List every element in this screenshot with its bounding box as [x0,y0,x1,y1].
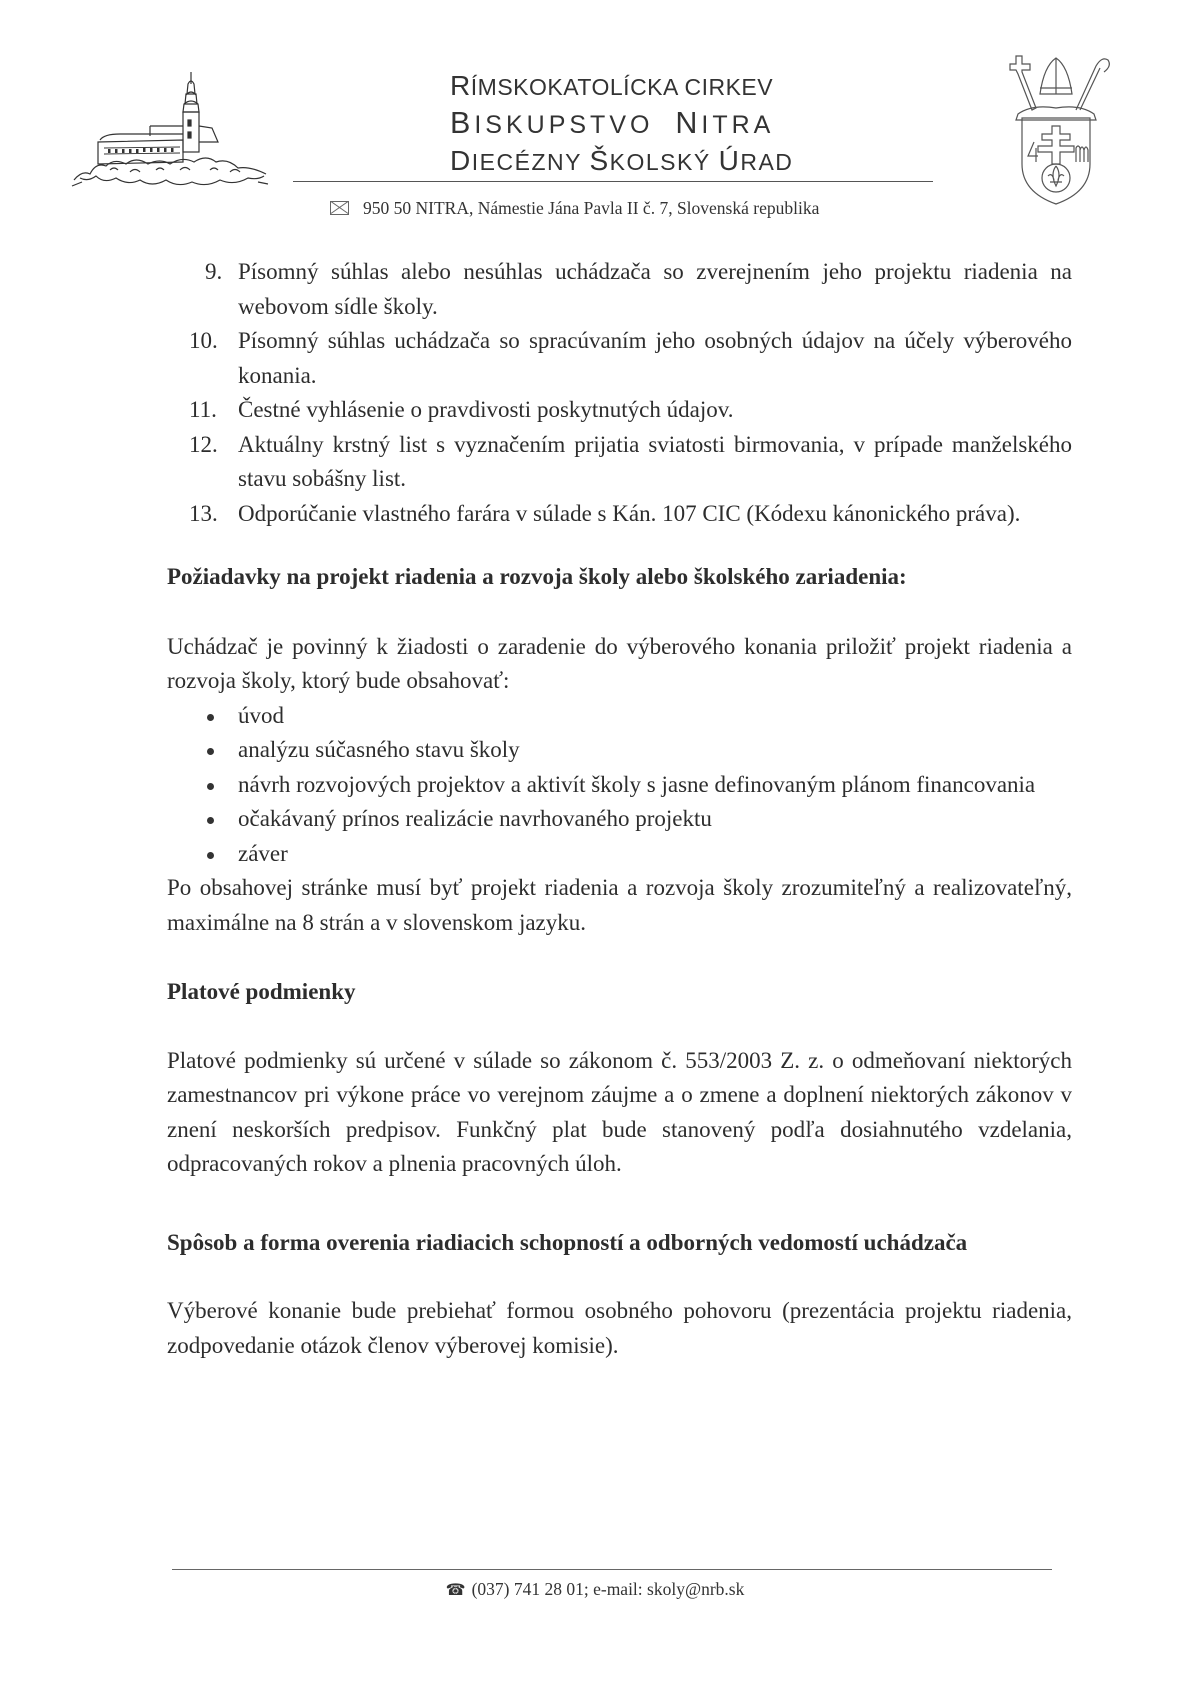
bullet-icon [207,748,214,755]
salary-text: Platové podmienky sú určené v súlade so zákonom č. 553/2003 Z. z. o odmeňovaní niektorých zamestnancov pri výkone práce vo verejnom záujme a o zmene a doplnení niektorých zákonov v znení neskorších predpisov. Funkčný plat bude stanovený podľa dosiahnutého vzdelania, odpracovaných rokov a plnenia pracovných úloh. [167,1047,1072,1176]
requirements-bullet-list [167,699,1072,872]
list-item: 9. Písomný súhlas alebo nesúhlas uchádzača so zverejnením jeho projektu riadenia na webovom sídle školy. [205,259,1072,319]
bullet-icon [207,817,214,824]
letterhead-diocese-name: BISKUPSTVO NITRA [450,106,775,141]
bullet-item: úvod [167,699,1072,734]
requirements-intro: Uchádzač je povinný k žiadosti o zaradenie do výberového konania priložiť projekt riadenia a rozvoja školy, ktorý bude obsahovať: [167,633,1072,693]
list-item: 11. Čestné vyhlásenie o pravdivosti poskytnutých údajov. [189,397,734,422]
bullet-icon [207,852,214,859]
bullet-item: analýzu súčasného stavu školy [167,733,1072,768]
letterhead-church-name: RÍMSKOKATOLÍCKA CIRKEV [450,70,774,101]
bullet-item: očakávaný prínos realizácie navrhovaného projektu [167,802,1072,837]
diocese-coat-of-arms [992,52,1120,207]
castle-logo [70,70,270,195]
section-heading-verification: Spôsob a forma overenia riadiacich schopností a odborných vedomostí uchádzača [167,1229,968,1255]
footer-divider [172,1569,1052,1570]
bullet-icon [207,783,214,790]
verification-text: Výberové konanie bude prebiehať formou osobného pohovoru (prezentácia projektu riadenia, zodpovedanie otázok členov výberovej komisie). [167,1298,1072,1358]
footer-contact: ☎ (037) 741 28 01; e-mail: skoly@nrb.sk [445,1579,745,1599]
document-body [167,255,1072,1363]
section-heading-salary: Platové podmienky [167,979,356,1004]
bullet-icon [207,714,214,721]
phone-icon: ☎ [445,1582,466,1599]
letterhead [450,72,970,175]
mail-icon [330,201,349,215]
header-divider [293,181,933,182]
list-item: 13. Odporúčanie vlastného farára v súlade s Kán. 107 CIC (Kódexu kánonického práva). [189,500,1021,526]
list-item: 12. Aktuálny krstný list s vyznačením prijatia sviatosti birmovania, v prípade manželského stavu sobášny list. [189,431,1072,491]
address-line: 950 50 NITRA, Námestie Jána Pavla II č. 7, Slovenská republika [330,198,819,219]
list-item: 10. Písomný súhlas uchádzača so spracúvaním jeho osobných údajov na účely výberového konania. [189,328,1072,388]
section-heading-project-requirements: Požiadavky na projekt riadenia a rozvoja školy alebo školského zariadenia: [167,564,907,589]
bullet-item: záver [167,837,1072,872]
numbered-list [167,255,1072,531]
requirements-closing: Po obsahovej stránke musí byť projekt riadenia a rozvoja školy zrozumiteľný a realizovateľný, maximálne na 8 strán a v slovenskom jazyku. [167,875,1072,935]
letterhead-office-name: DIECÉZNY ŠKOLSKÝ ÚRAD [450,144,794,176]
bullet-item: návrh rozvojových projektov a aktivít školy s jasne definovaným plánom financovania [167,768,1072,803]
